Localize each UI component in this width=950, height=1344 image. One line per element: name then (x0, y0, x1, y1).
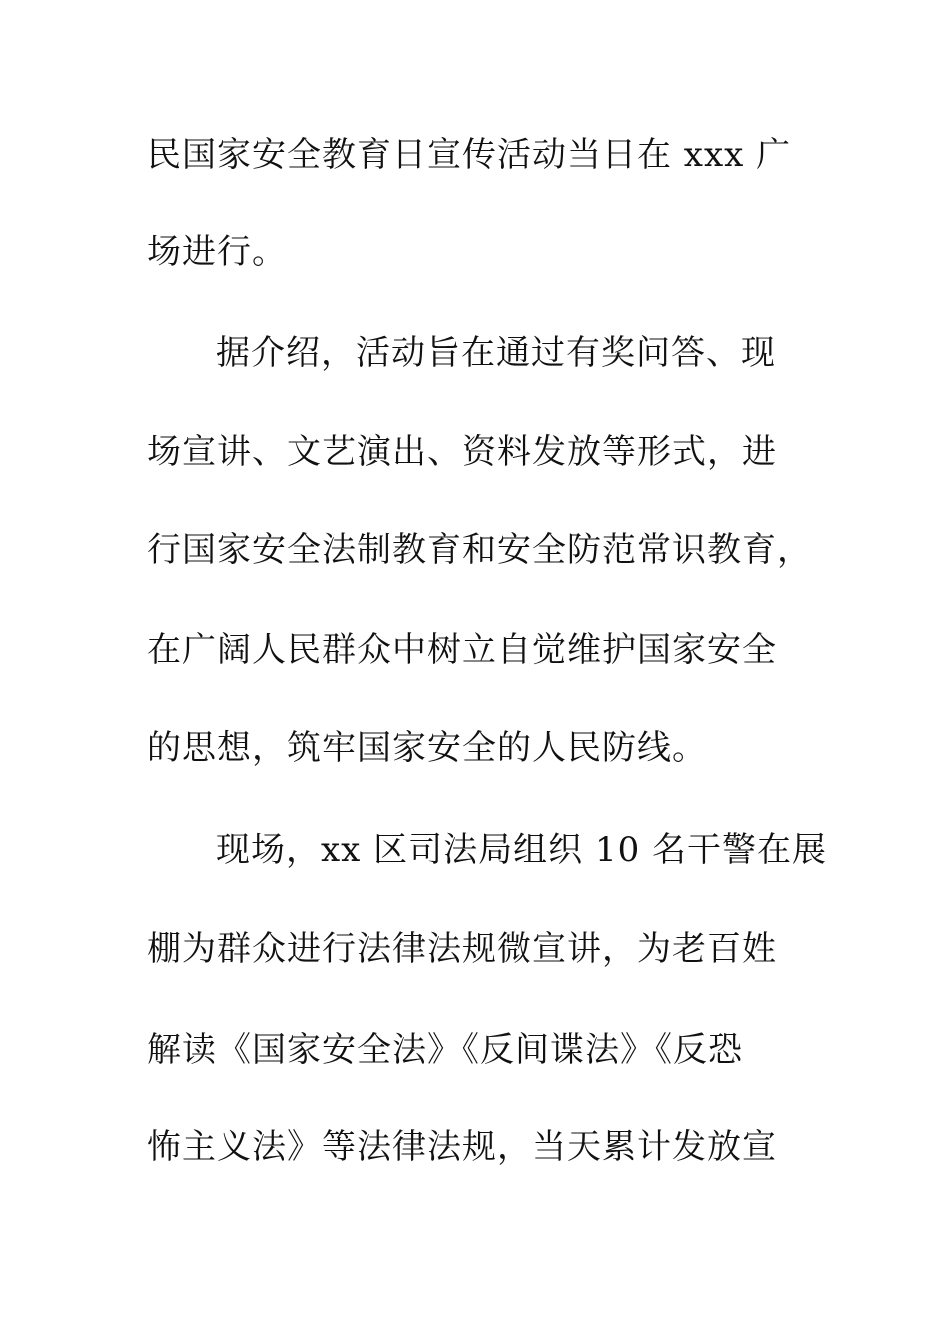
text-line: 行国家安全法制教育和安全防范常识教育， (147, 530, 812, 570)
text-line: 在广阔人民群众中树立自觉维护国家安全 (147, 630, 777, 670)
paragraph-start-line: 据介绍，活动旨在通过有奖问答、现 (216, 333, 776, 373)
text-line: 棚为群众进行法律法规微宣讲，为老百姓 (147, 929, 777, 969)
paragraph-start-line: 现场，xx 区司法局组织 10 名干警在展 (216, 830, 828, 870)
text-line: 解读《国家安全法》《反间谍法》《反恐 (147, 1030, 743, 1070)
text-line: 怖主义法》等法律法规，当天累计发放宣 (147, 1127, 777, 1167)
text-line: 场进行。 (147, 232, 287, 272)
text-line: 的思想，筑牢国家安全的人民防线。 (147, 728, 707, 768)
text-line: 场宣讲、文艺演出、资料发放等形式，进 (147, 432, 777, 472)
text-line: 民国家安全教育日宣传活动当日在 xxx 广 (147, 135, 792, 175)
